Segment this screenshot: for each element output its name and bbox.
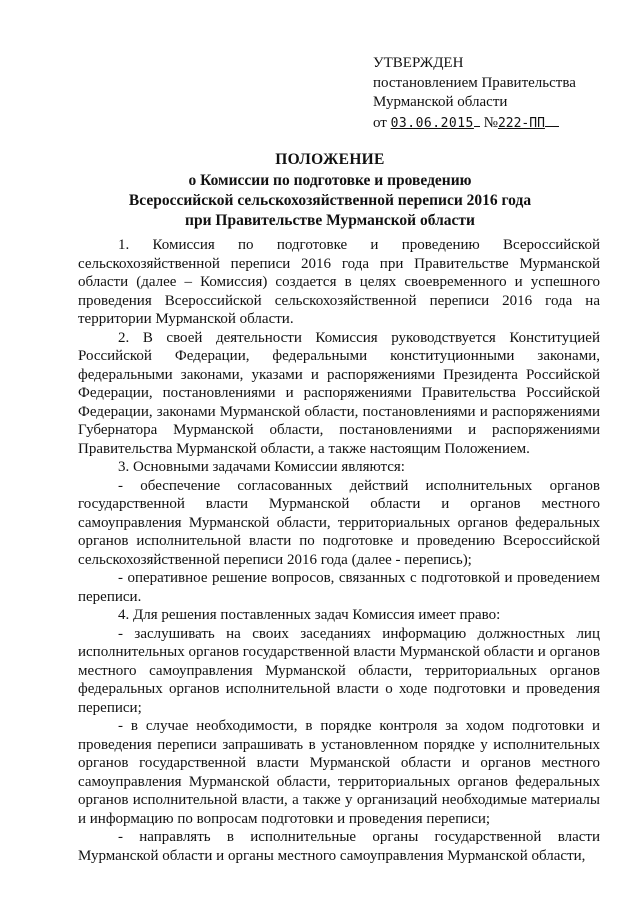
paragraph-3-item-1: - обеспечение согласованных действий исполнительных органов государственной власти Мурманской области и органов местного самоуправления Мурманской области, территориальных органов федеральных органов исполнительной власти по подготовке и проведению Всероссийской сельскохозяйственной переписи 2016 года (далее - перепись); bbox=[78, 477, 600, 568]
paragraph-4-item-2: - в случае необходимости, в порядке контроля за ходом подготовки и проведения переписи запрашивать в установленном порядке у исполнительных органов государственной власти Мурманской области и органов местного самоуправления Мурманской области, территориальных органов федеральных органов исполнительной власти, а также у организаций необходимые материалы и информацию по вопросам подготовки и проведения переписи; bbox=[78, 718, 600, 827]
title-line-2: Всероссийской сельскохозяйственной переписи 2016 года bbox=[128, 192, 532, 209]
paragraph-3-item-2: - оперативное решение вопросов, связанных с подготовкой и проведением переписи. bbox=[78, 570, 600, 605]
approval-number: 222-ПП bbox=[497, 115, 545, 131]
approval-line-decree: постановлением Правительства bbox=[373, 74, 576, 91]
approval-line-region: Мурманской области bbox=[373, 94, 508, 110]
approval-date: 03.06.2015 bbox=[390, 115, 474, 131]
paragraph-3: 3. Основными задачами Комиссии являются: bbox=[118, 459, 405, 475]
approval-stamp bbox=[373, 54, 623, 133]
document-title bbox=[60, 150, 600, 231]
approval-date-underline bbox=[474, 113, 480, 127]
paragraph-2: 2. В своей деятельности Комиссия руководствуется Конституцией Российской Федерации, федеральными конституционными законами, федеральными законами, указами и распоряжениями Президента Российской Федерации, постановлениями и распоряжениями Правительства Российской Федерации, законами Мурманской области, постановлениями и распоряжениями Губернатора Мурманской области, постановлениями и распоряжениями Правительства Мурманской области, а также настоящим Положением. bbox=[78, 329, 600, 457]
title-line-3: при Правительстве Мурманской области bbox=[185, 212, 475, 229]
approval-number-prefix: № bbox=[483, 114, 498, 131]
title-main: ПОЛОЖЕНИЕ bbox=[275, 151, 385, 168]
paragraph-4: 4. Для решения поставленных задач Комиссия имеет право: bbox=[118, 607, 501, 623]
paragraph-1: 1. Комиссия по подготовке и проведению Всероссийской сельскохозяйственной переписи 2016 года при Правительстве Мурманской области (далее – Комиссия) создается в целях своевременного и успешного проведения Всероссийской сельскохозяйственной переписи 2016 года на территории Мурманской области. bbox=[78, 237, 600, 327]
approval-heading: УТВЕРЖДЕН bbox=[373, 55, 464, 71]
paragraph-4-item-1: - заслушивать на своих заседаниях информацию должностных лиц исполнительных органов государственной власти Мурманской области и органов местного самоуправления Мурманской области, территориальных органов федеральных органов исполнительной власти о ходе подготовки и проведения переписи; bbox=[78, 625, 600, 716]
approval-number-underline bbox=[545, 113, 559, 127]
document-body bbox=[78, 236, 600, 865]
title-line-1: о Комиссии по подготовке и проведению bbox=[188, 172, 472, 189]
approval-date-line bbox=[373, 113, 623, 134]
approval-date-prefix: от bbox=[373, 114, 391, 131]
paragraph-4-item-3: - направлять в исполнительные органы государственной власти Мурманской области и органы местного самоуправления Мурманской области, bbox=[78, 829, 600, 864]
